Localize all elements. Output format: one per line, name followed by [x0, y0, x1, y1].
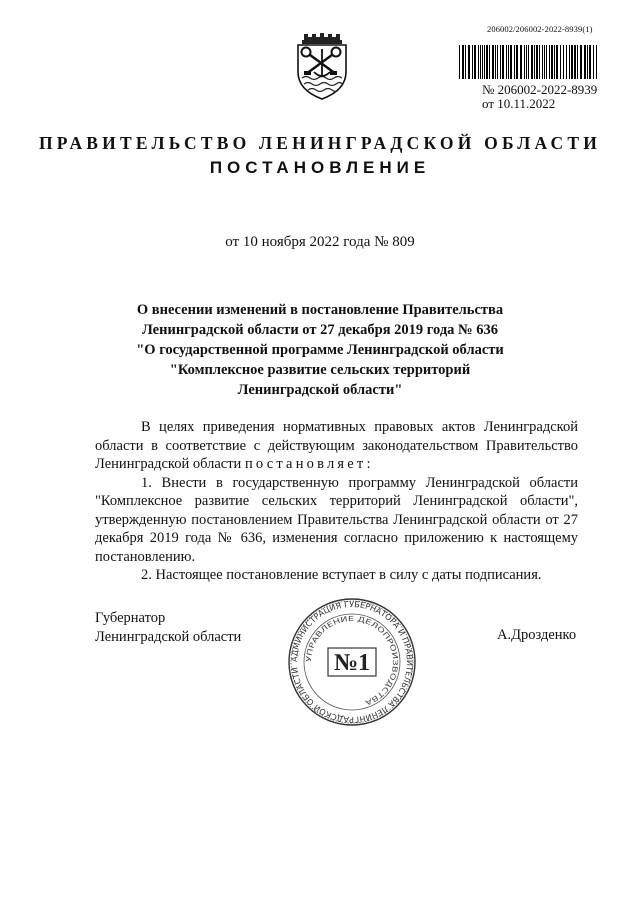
official-seal-stamp: [286, 596, 418, 728]
seal-outer-text: АДМИНИСТРАЦИЯ ГУБЕРНАТОРА И ПРАВИТЕЛЬСТВА ЛЕНИНГРАДСКОЙ ОБЛАСТИ: [289, 599, 415, 725]
barcode-bar: [462, 45, 464, 79]
subject-line: "О государственной программе Ленинградской области: [136, 342, 504, 358]
barcode-bar: [560, 45, 561, 79]
signer-position-line: Губернатор: [95, 610, 166, 626]
document-date-number: от 10 ноября 2022 года № 809: [225, 234, 415, 250]
barcode-bar: [544, 45, 545, 79]
registration-date: от 10.11.2022: [482, 96, 556, 111]
barcode-bar: [484, 45, 485, 79]
barcode-bar: [480, 45, 481, 79]
barcode-bar: [589, 45, 591, 79]
barcode-bar: [486, 45, 488, 79]
body-item-1: 1. Внести в государственную программу Ленинградской области "Комплексное развитие сельских территорий Ленинградской области", утвержденную постановлением Правительства Ленинградской области от 27 декабря 2019 года № 636, изменения согласно приложению к настоящему постановлению.: [95, 474, 578, 565]
barcode-bar: [551, 45, 553, 79]
barcode-bar: [556, 45, 558, 79]
intro-end: :: [366, 456, 371, 472]
barcode-bar: [520, 45, 522, 79]
coat-of-arms-icon: [290, 28, 350, 102]
signer-name: А.Дрозденко: [497, 627, 577, 643]
barcode-bar: [514, 45, 515, 79]
subject-line: Ленинградской области": [237, 382, 403, 398]
barcode-bar: [549, 45, 550, 79]
body-item-2: 2. Настоящее постановление вступает в силу с даты подписания.: [141, 567, 542, 583]
barcode-bar: [510, 45, 512, 79]
barcode-bar: [574, 45, 576, 79]
document-subject: [110, 300, 530, 400]
government-heading: ПРАВИТЕЛЬСТВО ЛЕНИНГРАДСКОЙ ОБЛАСТИ: [38, 133, 602, 153]
document-body: [95, 418, 578, 585]
barcode-bar: [566, 45, 567, 79]
barcode: [459, 45, 599, 79]
resolves-word: постановляет: [244, 456, 367, 472]
intro-text: В целях приведения нормативных правовых актов Ленинградской области в соответствие с действующим законодательством Правительство Ленинградской области: [95, 419, 578, 472]
barcode-bar: [459, 45, 460, 79]
signer-position: [95, 609, 241, 647]
signer-position-line: Ленинградской области: [95, 629, 242, 645]
barcode-bar: [502, 45, 504, 79]
barcode-bar: [587, 45, 588, 79]
barcode-bar: [506, 45, 507, 79]
barcode-bar: [571, 45, 573, 79]
document-type: ПОСТАНОВЛЕНИЕ: [209, 158, 431, 177]
barcode-bar: [489, 45, 490, 79]
barcode-bar: [474, 45, 476, 79]
barcode-bar: [534, 45, 535, 79]
barcode-bar: [580, 45, 582, 79]
barcode-bar: [468, 45, 470, 79]
barcode-bar: [472, 45, 473, 79]
barcode-bar: [526, 45, 527, 79]
barcode-bar: [495, 45, 496, 79]
barcode-bar: [554, 45, 555, 79]
subject-line: О внесении изменений в постановление Правительства: [136, 302, 504, 318]
barcode-bar: [569, 45, 570, 79]
subject-line: Ленинградской области от 27 декабря 2019 года № 636: [141, 322, 499, 338]
barcode-bar: [542, 45, 543, 79]
body-intro: [95, 418, 578, 474]
barcode-bar: [546, 45, 547, 79]
barcode-bar: [516, 45, 518, 79]
barcode-bar: [584, 45, 586, 79]
seal-center-number: №1: [333, 650, 371, 676]
barcode-bar: [536, 45, 538, 79]
document-code: 206002/206002-2022-8939(1): [487, 24, 593, 34]
barcode-bar: [528, 45, 529, 79]
barcode-bar: [500, 45, 501, 79]
barcode-bar: [465, 45, 466, 79]
registration-number: № 206002-2022-8939: [482, 82, 598, 97]
barcode-bar: [577, 45, 578, 79]
barcode-bar: [508, 45, 509, 79]
barcode-bar: [531, 45, 533, 79]
barcode-bar: [497, 45, 498, 79]
barcode-bar: [478, 45, 479, 79]
seal-inner-text: УПРАВЛЕНИЕ ДЕЛОПРОИЗВОДСТВА: [304, 614, 400, 706]
barcode-bar: [524, 45, 525, 79]
subject-line: "Комплексное развитие сельских территорий: [169, 362, 471, 378]
barcode-bar: [492, 45, 494, 79]
barcode-bar: [593, 45, 594, 79]
barcode-bar: [539, 45, 540, 79]
barcode-bar: [482, 45, 483, 79]
barcode-bar: [563, 45, 564, 79]
barcode-bar: [596, 45, 597, 79]
